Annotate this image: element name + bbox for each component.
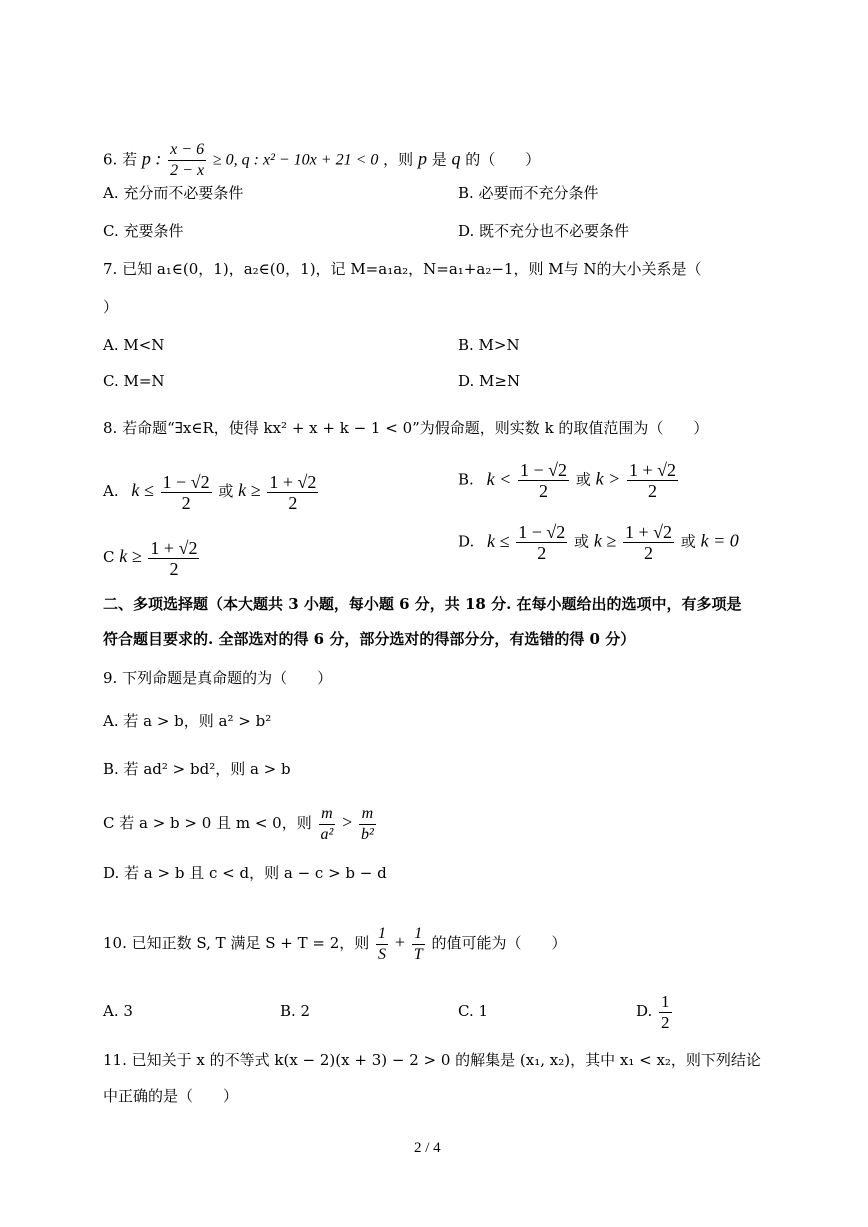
fraction-denominator: T	[413, 945, 423, 963]
or-text: 或	[680, 532, 696, 551]
option-c: C. 充要条件	[103, 222, 184, 240]
fraction	[659, 992, 672, 1033]
option-d	[636, 972, 674, 1033]
question-text: 的（ ）	[465, 150, 541, 169]
option-b: B. 必要而不充分条件	[458, 184, 599, 202]
fraction	[168, 140, 206, 181]
or-text: 或	[575, 470, 591, 489]
question-6	[103, 140, 540, 181]
fraction	[376, 924, 388, 965]
option-d: D. 既不充分也不必要条件	[458, 222, 630, 240]
section-heading-cont: 符合题目要求的. 全部选对的得 6 分，部分选对的得部分分，有选错的得 0 分）	[103, 630, 636, 648]
option-b: B. 2	[280, 1002, 311, 1020]
fraction	[627, 460, 678, 501]
option-d	[458, 522, 739, 563]
fraction-numerator: m	[359, 804, 376, 825]
option-text: C 若 a > b > 0 且 m < 0，则	[103, 814, 312, 832]
fraction-denominator: 2	[181, 492, 191, 513]
math-label: p :	[141, 148, 162, 169]
option-label: A.	[103, 482, 119, 500]
question-10	[103, 906, 566, 965]
fraction-denominator: S	[378, 945, 387, 963]
option-b	[458, 460, 680, 501]
option-label: D.	[458, 532, 475, 551]
math-expr: k <	[486, 468, 512, 489]
fraction	[148, 538, 199, 579]
fraction-numerator: x − 6	[168, 140, 206, 161]
question-text: 10. 已知正数 S, T 满足 S + T = 2，则	[103, 934, 370, 952]
question-11-cont: 中正确的是（ ）	[103, 1087, 239, 1105]
question-9: 9. 下列命题是真命题的为（ ）	[103, 669, 333, 687]
option-a: A. 充分而不必要条件	[103, 184, 244, 202]
section-heading: 二、多项选择题（本大题共 3 小题，每小题 6 分，共 18 分. 在每小题给出的选项中，有多项是	[103, 595, 742, 613]
fraction	[516, 522, 567, 563]
math-expr: k ≤	[131, 480, 154, 500]
option-a: A. M<N	[103, 336, 165, 354]
question-text: ，则	[383, 150, 414, 169]
question-7: 7. 已知 a₁∈(0，1)，a₂∈(0，1)，记 M=a₁a₂，N=a₁+a₂−1，则 M与 N的大小关系是（	[103, 260, 702, 278]
math-expr: k = 0	[700, 530, 739, 551]
option-d: D. 若 a > b 且 c < d，则 a − c > b − d	[103, 864, 387, 882]
fraction-denominator: 2	[661, 1012, 670, 1032]
option-label: B.	[458, 470, 474, 489]
fraction-numerator: 1 + √2	[624, 522, 672, 542]
question-7-cont: ）	[103, 298, 119, 316]
fraction-numerator: 1	[661, 991, 670, 1011]
fraction-numerator: 1 − √2	[162, 471, 210, 492]
fraction-denominator: 2	[539, 481, 549, 501]
fraction	[518, 460, 569, 501]
math-variable: q	[451, 148, 461, 169]
option-c	[103, 796, 378, 845]
fraction-denominator: 2	[537, 543, 547, 563]
question-number: 6.	[103, 150, 118, 169]
fraction-numerator: 1 + √2	[269, 471, 317, 492]
fraction-numerator: 1 + √2	[150, 537, 198, 558]
fraction-numerator: 1 − √2	[518, 522, 566, 542]
question-text: 是	[431, 150, 447, 169]
math-operator: +	[394, 932, 405, 952]
fraction-numerator: 1	[376, 924, 388, 945]
option-a	[103, 460, 320, 513]
option-a: A. 若 a > b，则 a² > b²	[103, 712, 272, 730]
fraction-denominator: 2	[643, 543, 653, 563]
fraction-numerator: 1	[412, 924, 425, 945]
fraction-denominator: a²	[320, 825, 334, 843]
math-expr: k ≤	[487, 530, 510, 551]
fraction-numerator: m	[319, 804, 336, 825]
fraction	[319, 804, 336, 845]
fraction	[359, 804, 376, 845]
math-operator: >	[342, 812, 353, 832]
fraction-denominator: b²	[361, 825, 374, 843]
page-number: 2 / 4	[414, 1140, 441, 1156]
fraction	[161, 472, 212, 513]
math-expr: k ≥	[593, 530, 617, 551]
math-expr: k ≥	[238, 480, 261, 500]
fraction-denominator: 2	[648, 481, 658, 501]
question-text: 若	[122, 150, 138, 169]
math-expr: k ≥	[119, 546, 142, 566]
or-text: 或	[218, 482, 234, 500]
option-c: C. M=N	[103, 372, 165, 390]
fraction-numerator: 1 − √2	[520, 460, 568, 480]
question-11: 11. 已知关于 x 的不等式 k(x − 2)(x + 3) − 2 > 0 的解集是 (x₁, x₂)，其中 x₁ < x₂，则下列结论	[103, 1051, 761, 1069]
math-variable: p	[417, 148, 427, 169]
option-a: A. 3	[103, 1002, 133, 1020]
option-b: B. 若 ad² > bd²，则 a > b	[103, 760, 291, 778]
option-c: C. 1	[458, 1002, 489, 1020]
fraction-denominator: 2	[169, 558, 179, 579]
option-b: B. M>N	[458, 336, 520, 354]
option-c	[103, 522, 201, 579]
fraction	[623, 522, 674, 563]
question-8: 8. 若命题“∃x∈R，使得 kx² + x + k − 1 < 0”为假命题，则实数 k 的取值范围为（ ）	[103, 419, 709, 437]
or-text: 或	[574, 532, 590, 551]
option-label: C	[103, 548, 115, 566]
math-condition: ≥ 0, q : x² − 10x + 21 < 0	[212, 151, 379, 169]
fraction-denominator: 2	[288, 492, 298, 513]
fraction-numerator: 1 + √2	[629, 460, 677, 480]
option-d: D. M≥N	[458, 372, 521, 390]
fraction	[412, 924, 425, 965]
math-expr: k >	[595, 468, 621, 489]
fraction-denominator: 2 − x	[170, 162, 205, 179]
option-label: D.	[636, 1002, 653, 1020]
fraction	[267, 472, 318, 513]
question-text: 的值可能为（ ）	[431, 934, 567, 952]
